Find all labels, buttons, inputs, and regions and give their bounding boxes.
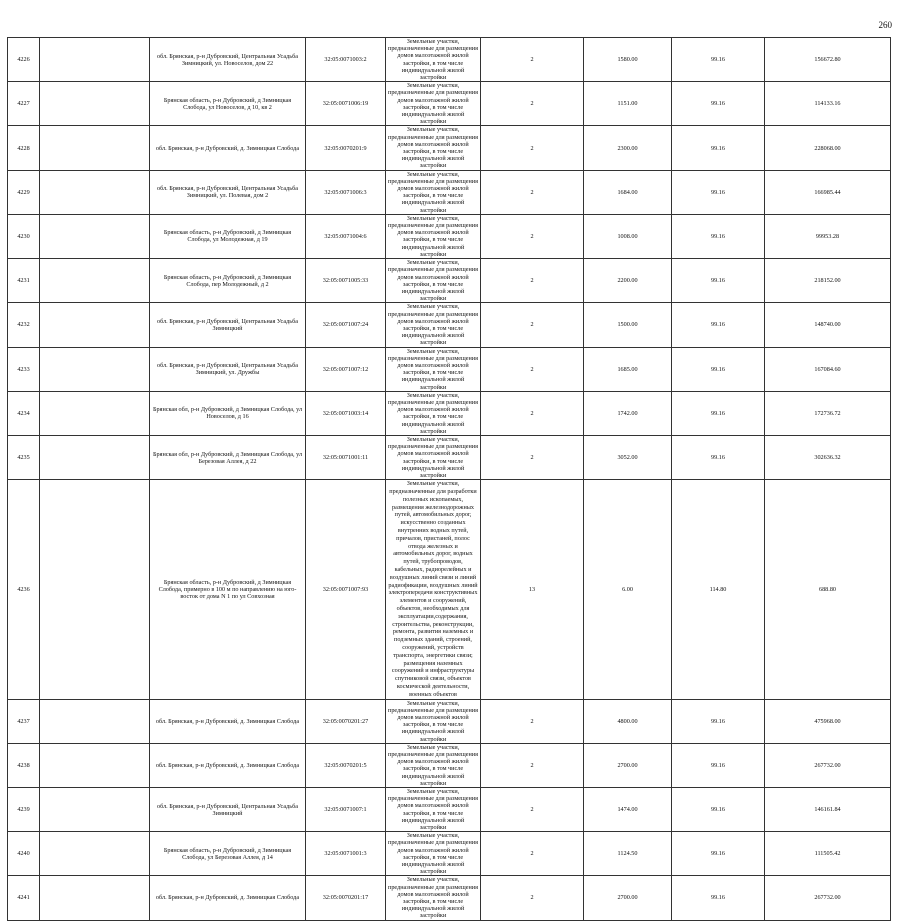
rate-cell: 99.16 — [672, 259, 765, 303]
land-use-cell: Земельные участки, предназначенные для размещения домов малоэтажной жилой застройки, в том числе индивидуальной жилой застройки — [386, 170, 481, 214]
row-id: 4230 — [8, 214, 40, 258]
row-id: 4240 — [8, 832, 40, 876]
area-cell: 1124.50 — [584, 832, 672, 876]
address-cell: обл. Брянская, р-н Дубровский, Центральная Усадьба Зимницкий — [150, 303, 306, 347]
rate-cell: 99.16 — [672, 743, 765, 787]
cadastral-value-cell: 267732.00 — [765, 743, 891, 787]
rate-cell: 99.16 — [672, 347, 765, 391]
land-use-cell: Земельные участки, предназначенные для размещения домов малоэтажной жилой застройки, в том числе индивидуальной жилой застройки — [386, 435, 481, 479]
table-row — [8, 259, 891, 303]
use-code-cell: 2 — [481, 391, 584, 435]
table-row — [8, 832, 891, 876]
table-body — [8, 38, 891, 921]
cadastral-value-cell: 267732.00 — [765, 876, 891, 920]
address-cell: Брянская область, р-н Дубровский, д Зимницкая Слобода, ул Березовая Аллея, д 14 — [150, 832, 306, 876]
area-cell: 1151.00 — [584, 82, 672, 126]
area-cell: 1474.00 — [584, 787, 672, 831]
empty-cell — [40, 214, 150, 258]
empty-cell — [40, 38, 150, 82]
row-id: 4237 — [8, 699, 40, 743]
cadastral-value-cell: 114133.16 — [765, 82, 891, 126]
empty-cell — [40, 787, 150, 831]
empty-cell — [40, 82, 150, 126]
table-row — [8, 303, 891, 347]
empty-cell — [40, 743, 150, 787]
rate-cell: 99.16 — [672, 170, 765, 214]
use-code-cell: 2 — [481, 38, 584, 82]
cadastral-number-cell: 32:05:0071005:33 — [306, 259, 386, 303]
use-code-cell: 2 — [481, 303, 584, 347]
cadastral-value-cell: 228068.00 — [765, 126, 891, 170]
rate-cell: 99.16 — [672, 832, 765, 876]
land-use-cell: Земельные участки, предназначенные для размещения домов малоэтажной жилой застройки, в том числе индивидуальной жилой застройки — [386, 391, 481, 435]
cadastral-value-cell: 146161.84 — [765, 787, 891, 831]
area-cell: 4800.00 — [584, 699, 672, 743]
area-cell: 1500.00 — [584, 303, 672, 347]
row-id: 4241 — [8, 876, 40, 920]
cadastral-number-cell: 32:05:0071007:1 — [306, 787, 386, 831]
land-use-cell: Земельные участки, предназначенные для размещения домов малоэтажной жилой застройки, в том числе индивидуальной жилой застройки — [386, 82, 481, 126]
cadastral-number-cell: 32:05:0071001:11 — [306, 435, 386, 479]
empty-cell — [40, 259, 150, 303]
address-cell: обл. Брянская, р-н Дубровский, Центральная Усадьба Зимницкий — [150, 787, 306, 831]
use-code-cell: 2 — [481, 170, 584, 214]
rate-cell: 99.16 — [672, 699, 765, 743]
row-id: 4238 — [8, 743, 40, 787]
cadastral-value-table — [7, 37, 891, 921]
address-cell: обл. Брянская, р-н Дубровский, Центральная Усадьба Зимницкий, ул. Дружбы — [150, 347, 306, 391]
row-id: 4233 — [8, 347, 40, 391]
row-id: 4232 — [8, 303, 40, 347]
cadastral-value-cell: 302636.32 — [765, 435, 891, 479]
cadastral-number-cell: 32:05:0071006:19 — [306, 82, 386, 126]
use-code-cell: 2 — [481, 259, 584, 303]
address-cell: обл. Брянская, р-н Дубровский, д. Зимницкая Слобода — [150, 743, 306, 787]
address-cell: Брянская область, р-н Дубровский, д Зимницкая Слобода, ул Молодежная, д 19 — [150, 214, 306, 258]
row-id: 4226 — [8, 38, 40, 82]
table-row — [8, 170, 891, 214]
rate-cell: 99.16 — [672, 787, 765, 831]
use-code-cell: 2 — [481, 126, 584, 170]
land-use-cell: Земельные участки, предназначенные для размещения домов малоэтажной жилой застройки, в том числе индивидуальной жилой застройки — [386, 259, 481, 303]
row-id: 4229 — [8, 170, 40, 214]
empty-cell — [40, 303, 150, 347]
rate-cell: 99.16 — [672, 38, 765, 82]
address-cell: Брянская обл, р-н Дубровский, д Зимницкая Слобода, ул Новоселов, д 16 — [150, 391, 306, 435]
table-row — [8, 435, 891, 479]
cadastral-value-cell: 166985.44 — [765, 170, 891, 214]
table-row — [8, 347, 891, 391]
use-code-cell: 2 — [481, 699, 584, 743]
use-code-cell: 2 — [481, 214, 584, 258]
table-row — [8, 214, 891, 258]
area-cell: 1684.00 — [584, 170, 672, 214]
area-cell: 3052.00 — [584, 435, 672, 479]
area-cell: 1580.00 — [584, 38, 672, 82]
address-cell: обл. Брянская, р-н Дубровский, д. Зимницкая Слобода — [150, 699, 306, 743]
cadastral-value-cell: 688.80 — [765, 480, 891, 699]
area-cell: 2700.00 — [584, 876, 672, 920]
rate-cell: 99.16 — [672, 303, 765, 347]
table-row — [8, 743, 891, 787]
land-use-cell: Земельные участки, предназначенные для размещения домов малоэтажной жилой застройки, в том числе индивидуальной жилой застройки — [386, 214, 481, 258]
empty-cell — [40, 391, 150, 435]
empty-cell — [40, 480, 150, 699]
cadastral-number-cell: 32:05:0071004:6 — [306, 214, 386, 258]
address-cell: Брянская область, р-н Дубровский, д Зимницкая Слобода, пер Молодежный, д 2 — [150, 259, 306, 303]
rate-cell: 99.16 — [672, 126, 765, 170]
row-id: 4231 — [8, 259, 40, 303]
area-cell: 1685.00 — [584, 347, 672, 391]
rate-cell: 114.80 — [672, 480, 765, 699]
land-use-cell: Земельные участки, предназначенные для размещения домов малоэтажной жилой застройки, в том числе индивидуальной жилой застройки — [386, 303, 481, 347]
land-use-cell: Земельные участки, предназначенные для размещения домов малоэтажной жилой застройки, в том числе индивидуальной жилой застройки — [386, 787, 481, 831]
table-row — [8, 38, 891, 82]
cadastral-number-cell: 32:05:0071003:2 — [306, 38, 386, 82]
use-code-cell: 2 — [481, 743, 584, 787]
cadastral-value-cell: 148740.00 — [765, 303, 891, 347]
cadastral-number-cell: 32:05:0070201:9 — [306, 126, 386, 170]
cadastral-value-cell: 99953.28 — [765, 214, 891, 258]
row-id: 4235 — [8, 435, 40, 479]
row-id: 4236 — [8, 480, 40, 699]
address-cell: обл. Брянская, р-н Дубровский, Центральная Усадьба Зимницкий, ул. Полевая, дом 2 — [150, 170, 306, 214]
rate-cell: 99.16 — [672, 391, 765, 435]
row-id: 4234 — [8, 391, 40, 435]
table-row — [8, 391, 891, 435]
empty-cell — [40, 170, 150, 214]
land-use-cell: Земельные участки, предназначенные для размещения домов малоэтажной жилой застройки, в том числе индивидуальной жилой застройки — [386, 126, 481, 170]
land-use-cell: Земельные участки, предназначенные для размещения домов малоэтажной жилой застройки, в том числе индивидуальной жилой застройки — [386, 699, 481, 743]
table-row — [8, 699, 891, 743]
empty-cell — [40, 876, 150, 920]
cadastral-value-cell: 218152.00 — [765, 259, 891, 303]
rate-cell: 99.16 — [672, 435, 765, 479]
row-id: 4227 — [8, 82, 40, 126]
cadastral-number-cell: 32:05:0071001:3 — [306, 832, 386, 876]
address-cell: обл. Брянская, р-н Дубровский, д. Зимницкая Слобода — [150, 126, 306, 170]
cadastral-number-cell: 32:05:0070201:5 — [306, 743, 386, 787]
address-cell: Брянская область, р-н Дубровский, д Зимницкая Слобода, примерно в 100 м по направлению на юго-восток от дома N 1 по ул Совхозная — [150, 480, 306, 699]
cadastral-number-cell: 32:05:0071007:12 — [306, 347, 386, 391]
page-number: 260 — [878, 20, 892, 30]
cadastral-number-cell: 32:05:0070201:17 — [306, 876, 386, 920]
table-row — [8, 82, 891, 126]
area-cell: 1742.00 — [584, 391, 672, 435]
use-code-cell: 2 — [481, 876, 584, 920]
area-cell: 2200.00 — [584, 259, 672, 303]
use-code-cell: 2 — [481, 435, 584, 479]
cadastral-number-cell: 32:05:0071003:14 — [306, 391, 386, 435]
address-cell: обл. Брянская, р-н Дубровский, Центральная Усадьба Зимницкий, ул. Новоселов, дом 22 — [150, 38, 306, 82]
land-use-cell: Земельные участки, предназначенные для размещения домов малоэтажной жилой застройки, в том числе индивидуальной жилой застройки — [386, 832, 481, 876]
table-row — [8, 787, 891, 831]
table-row — [8, 480, 891, 699]
use-code-cell: 2 — [481, 347, 584, 391]
table-row — [8, 876, 891, 920]
land-use-cell: Земельные участки, предназначенные для размещения домов малоэтажной жилой застройки, в том числе индивидуальной жилой застройки — [386, 743, 481, 787]
rate-cell: 99.16 — [672, 876, 765, 920]
land-use-cell: Земельные участки, предназначенные для размещения домов малоэтажной жилой застройки, в том числе индивидуальной жилой застройки — [386, 38, 481, 82]
cadastral-value-cell: 111505.42 — [765, 832, 891, 876]
cadastral-number-cell: 32:05:0071007:24 — [306, 303, 386, 347]
rate-cell: 99.16 — [672, 214, 765, 258]
use-code-cell: 13 — [481, 480, 584, 699]
land-use-cell: Земельные участки, предназначенные для размещения домов малоэтажной жилой застройки, в том числе индивидуальной жилой застройки — [386, 347, 481, 391]
area-cell: 6.00 — [584, 480, 672, 699]
row-id: 4228 — [8, 126, 40, 170]
cadastral-value-cell: 172736.72 — [765, 391, 891, 435]
cadastral-number-cell: 32:05:0070201:27 — [306, 699, 386, 743]
rate-cell: 99.16 — [672, 82, 765, 126]
use-code-cell: 2 — [481, 82, 584, 126]
table-row — [8, 126, 891, 170]
address-cell: Брянская область, р-н Дубровский, д Зимницкая Слобода, ул Новоселов, д 10, кв 2 — [150, 82, 306, 126]
cadastral-number-cell: 32:05:0071006:3 — [306, 170, 386, 214]
area-cell: 1008.00 — [584, 214, 672, 258]
empty-cell — [40, 832, 150, 876]
cadastral-value-cell: 475968.00 — [765, 699, 891, 743]
cadastral-number-cell: 32:05:0071007:93 — [306, 480, 386, 699]
address-cell: обл. Брянская, р-н Дубровский, д. Зимницкая Слобода — [150, 876, 306, 920]
empty-cell — [40, 126, 150, 170]
land-use-cell: Земельные участки, предназначенные для разработки полезных ископаемых, размещения железнодорожных путей, автомобильных дорог, искусственно созданных внутренних водных путей, причалов, пристаней, полос отвода железных и автомобильных дорог, водных путей, трубопроводов, кабельных, радиорелейных и воздушных линий связи и линий радиофикации, воздушных линий электропередачи конструктивных элементов и сооружений, объектов, необходимых для эксплуатации,содержания, строительства, реконструкции, ремонта, развития наземных и подземных зданий, строений, сооружений, устройств транспорта, энергетики связи; размещения наземных сооружений и инфраструктуры спутниковой связи, объектов космической деятельности, военных объектов — [386, 480, 481, 699]
row-id: 4239 — [8, 787, 40, 831]
area-cell: 2700.00 — [584, 743, 672, 787]
empty-cell — [40, 435, 150, 479]
land-use-cell: Земельные участки, предназначенные для размещения домов малоэтажной жилой застройки, в том числе индивидуальной жилой застройки — [386, 876, 481, 920]
cadastral-value-cell: 167084.60 — [765, 347, 891, 391]
address-cell: Брянская обл, р-н Дубровский, д Зимницкая Слобода, ул Березовая Аллея, д 22 — [150, 435, 306, 479]
empty-cell — [40, 699, 150, 743]
area-cell: 2300.00 — [584, 126, 672, 170]
use-code-cell: 2 — [481, 787, 584, 831]
use-code-cell: 2 — [481, 832, 584, 876]
cadastral-value-cell: 156672.80 — [765, 38, 891, 82]
empty-cell — [40, 347, 150, 391]
